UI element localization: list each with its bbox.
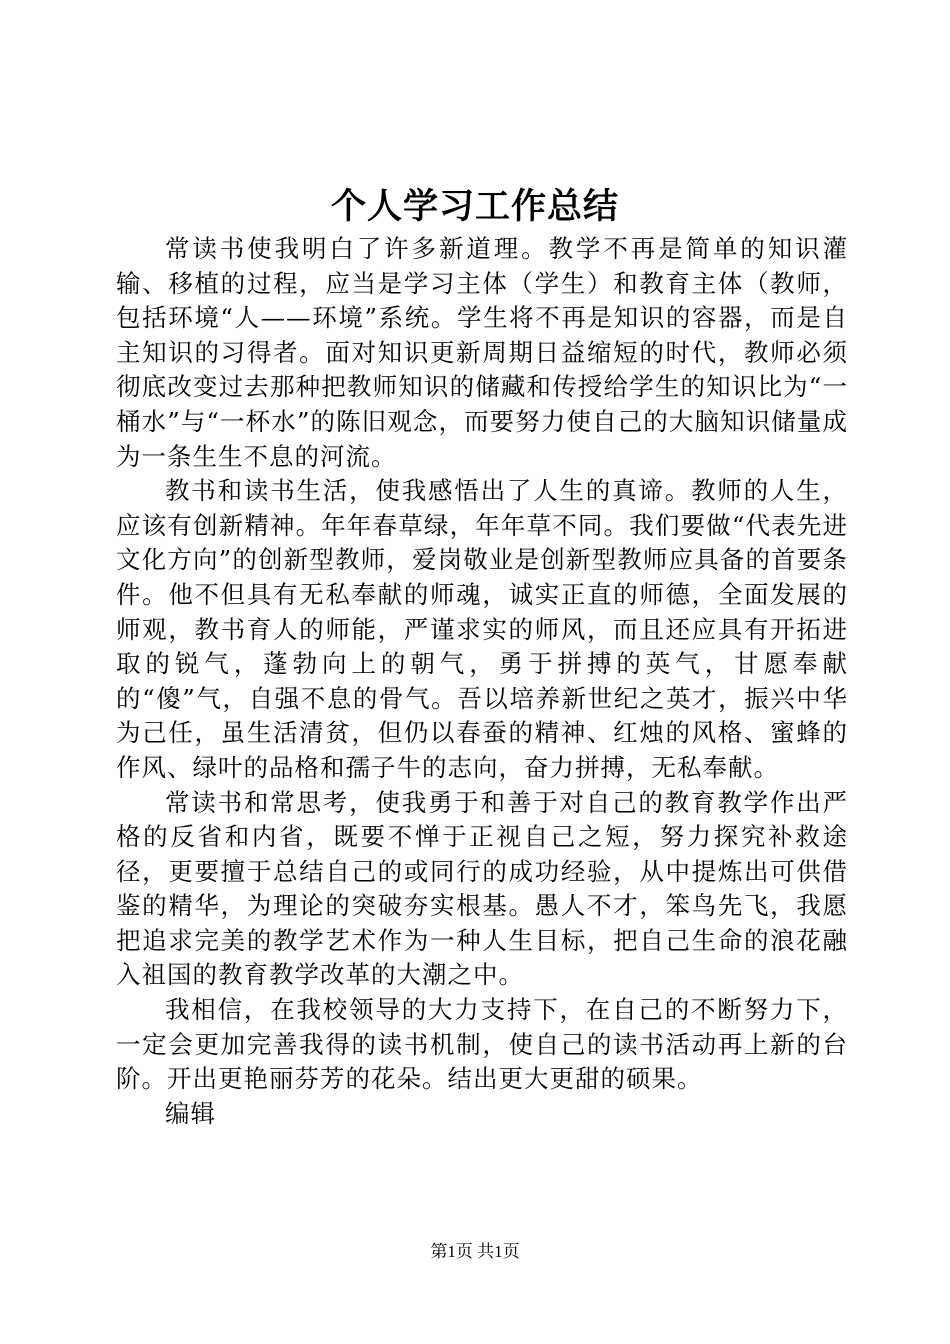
page-footer: 第1页 共1页 [430,1242,520,1261]
paragraph-3: 常读书和常思考，使我勇于和善于对自己的教育教学作出严格的反省和内省，既要不惮于正视自己之短，努力探究补救途径，更要擅于总结自己的或同行的成功经验，从中提炼出可供借鉴的精华，为理论的突破夯实根基。愚人不才，笨鸟先飞，我愿把追求完美的教学艺术作为一种人生目标，把自己生命的浪花融入祖国的教育教学改革的大潮之中。 [116,787,848,990]
document-body [116,232,848,1131]
paragraph-2: 教书和读书生活，使我感悟出了人生的真谛。教师的人生，应该有创新精神。年年春草绿，年年草不同。我们要做“代表先进文化方向”的创新型教师，爱岗敬业是创新型教师应具备的首要条件。他不但具有无私奉献的师魂，诚实正直的师德，全面发展的师观，教书育人的师能，严谨求实的师风，而且还应具有开拓进取的锐气，蓬勃向上的朝气，勇于拼搏的英气，甘愿奉献的“傻”气，自强不息的骨气。吾以培养新世纪之英才，振兴中华为己任，虽生活清贫，但仍以春蚕的精神、红烛的风格、蜜蜂的作风、绿叶的品格和孺子牛的志向，奋力拼搏，无私奉献。 [116,476,848,782]
paragraph-1: 常读书使我明白了许多新道理。教学不再是简单的知识灌输、移植的过程，应当是学习主体（学生）和教育主体（教师，包括环境“人——环境”系统。学生将不再是知识的容器，而是自主知识的习得者。面对知识更新周期日益缩短的时代，教师必须彻底改变过去那种把教师知识的储藏和传授给学生的知识比为“一桶水”与“一杯水”的陈旧观念，而要努力使自己的大脑知识储量成为一条生生不息的河流。 [116,234,848,471]
paragraph-4: 我相信，在我校领导的大力支持下，在自己的不断努力下，一定会更加完善我得的读书机制，使自己的读书活动再上新的台阶。开出更艳丽芬芳的花朵。结出更大更甜的硕果。 [116,995,848,1094]
document-title: 个人学习工作总结 [330,186,619,227]
editor-label: 编辑 [165,1098,216,1128]
